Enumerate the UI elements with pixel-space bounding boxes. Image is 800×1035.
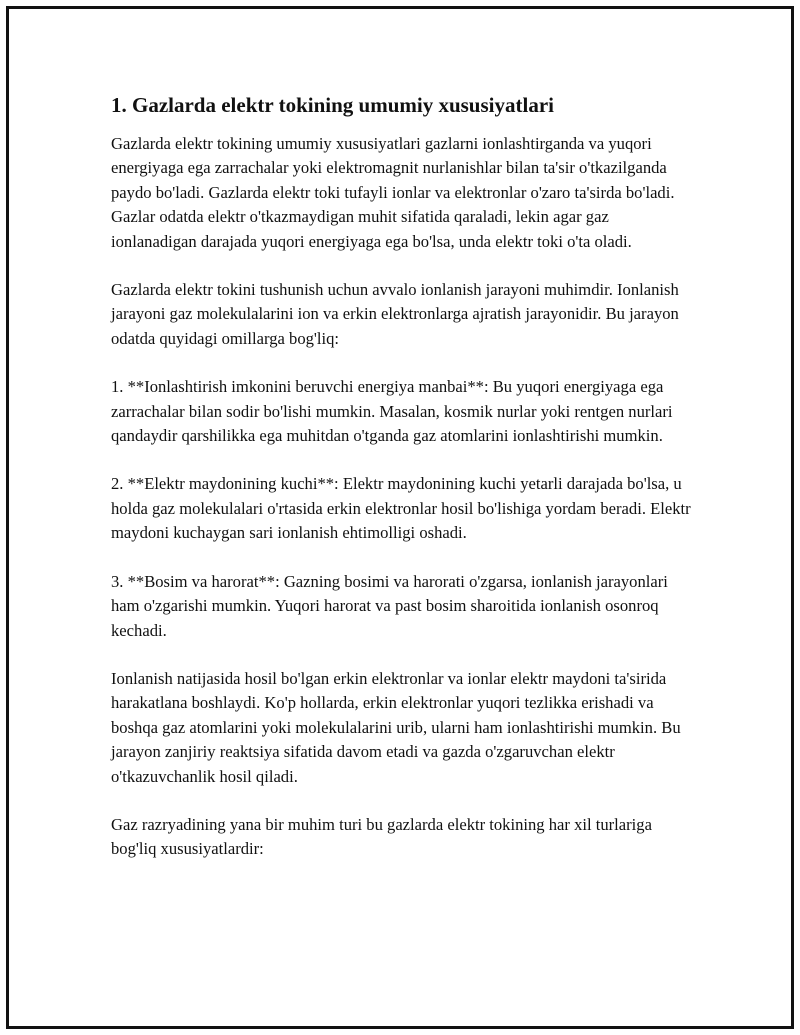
list-item-electric-field: 2. **Elektr maydonining kuchi**: Elektr maydonining kuchi yetarli darajada bo'lsa, u holda gaz molekulalari o'rtasida erkin elektronlar hosil bo'lishiga yordam beradi. Elektr maydoni kuchaygan sari ionlanish ehtimolligi oshadi. [111,474,691,543]
paragraph-chain-reaction: Ionlanish natijasida hosil bo'lgan erkin elektronlar va ionlar elektr maydoni ta'sirida harakatlana boshlaydi. Ko'p hollarda, erkin elektronlar yuqori tezlikka erishadi va boshqa gaz atomlarini yoki molekulalarini urib, ularni ham ionlashtirishi mumkin. Bu jarayon zanjiriy reaktsiya sifatida davom etadi va gazda o'zgaruvchan elektr o'tkazuvchanlik hosil qiladi. [111,668,681,786]
paragraph-ionization: Gazlarda elektr tokini tushunish uchun avvalo ionlanish jarayoni muhimdir. Ionlanish jarayoni gaz molekulalarini ion va erkin elektronlarga ajratish jarayonidir. Bu jarayon odatda quyidagi omillarga bog'liq: [111,280,679,348]
paragraph-discharge-types: Gaz razryadining yana bir muhim turi bu gazlarda elektr tokining har xil turlariga bog'liq xususiyatlardir: [111,814,652,859]
list-item-pressure-temperature: 3. **Bosim va harorat**: Gazning bosimi va harorati o'zgarsa, ionlanish jarayonlari ham o'zgarishi mumkin. Yuqori harorat va past bosim sharoitida ionlanish osonroq kechadi. [111,571,668,640]
document-body [111,92,696,886]
paragraph-intro: Gazlarda elektr tokining umumiy xususiyatlari gazlarni ionlashtirganda va yuqori energiyaga ega zarrachalar yoki elektromagnit nurlanishlar bilan ta'sir o'tkazilganda paydo bo'ladi. Gazlarda elektr toki tufayli ionlar va elektronlar o'zaro ta'sirda bo'ladi. Gazlar odatda elektr o'tkazmaydigan muhit sifatida qaraladi, lekin agar gaz ionlanadigan darajada yuqori energiyaga ega bo'lsa, unda elektr toki o'ta oladi. [111,134,675,251]
section-title: 1. Gazlarda elektr tokining umumiy xususiyatlari [111,93,554,117]
list-item-energy-source: 1. **Ionlashtirish imkonini beruvchi energiya manbai**: Bu yuqori energiyaga ega zarrachalar bilan sodir bo'lishi mumkin. Masalan, kosmik nurlar yoki rentgen nurlari qandaydir qarshilikka ega muhitdan o'tganda gaz atomlarini ionlashtirishi mumkin. [111,377,673,446]
